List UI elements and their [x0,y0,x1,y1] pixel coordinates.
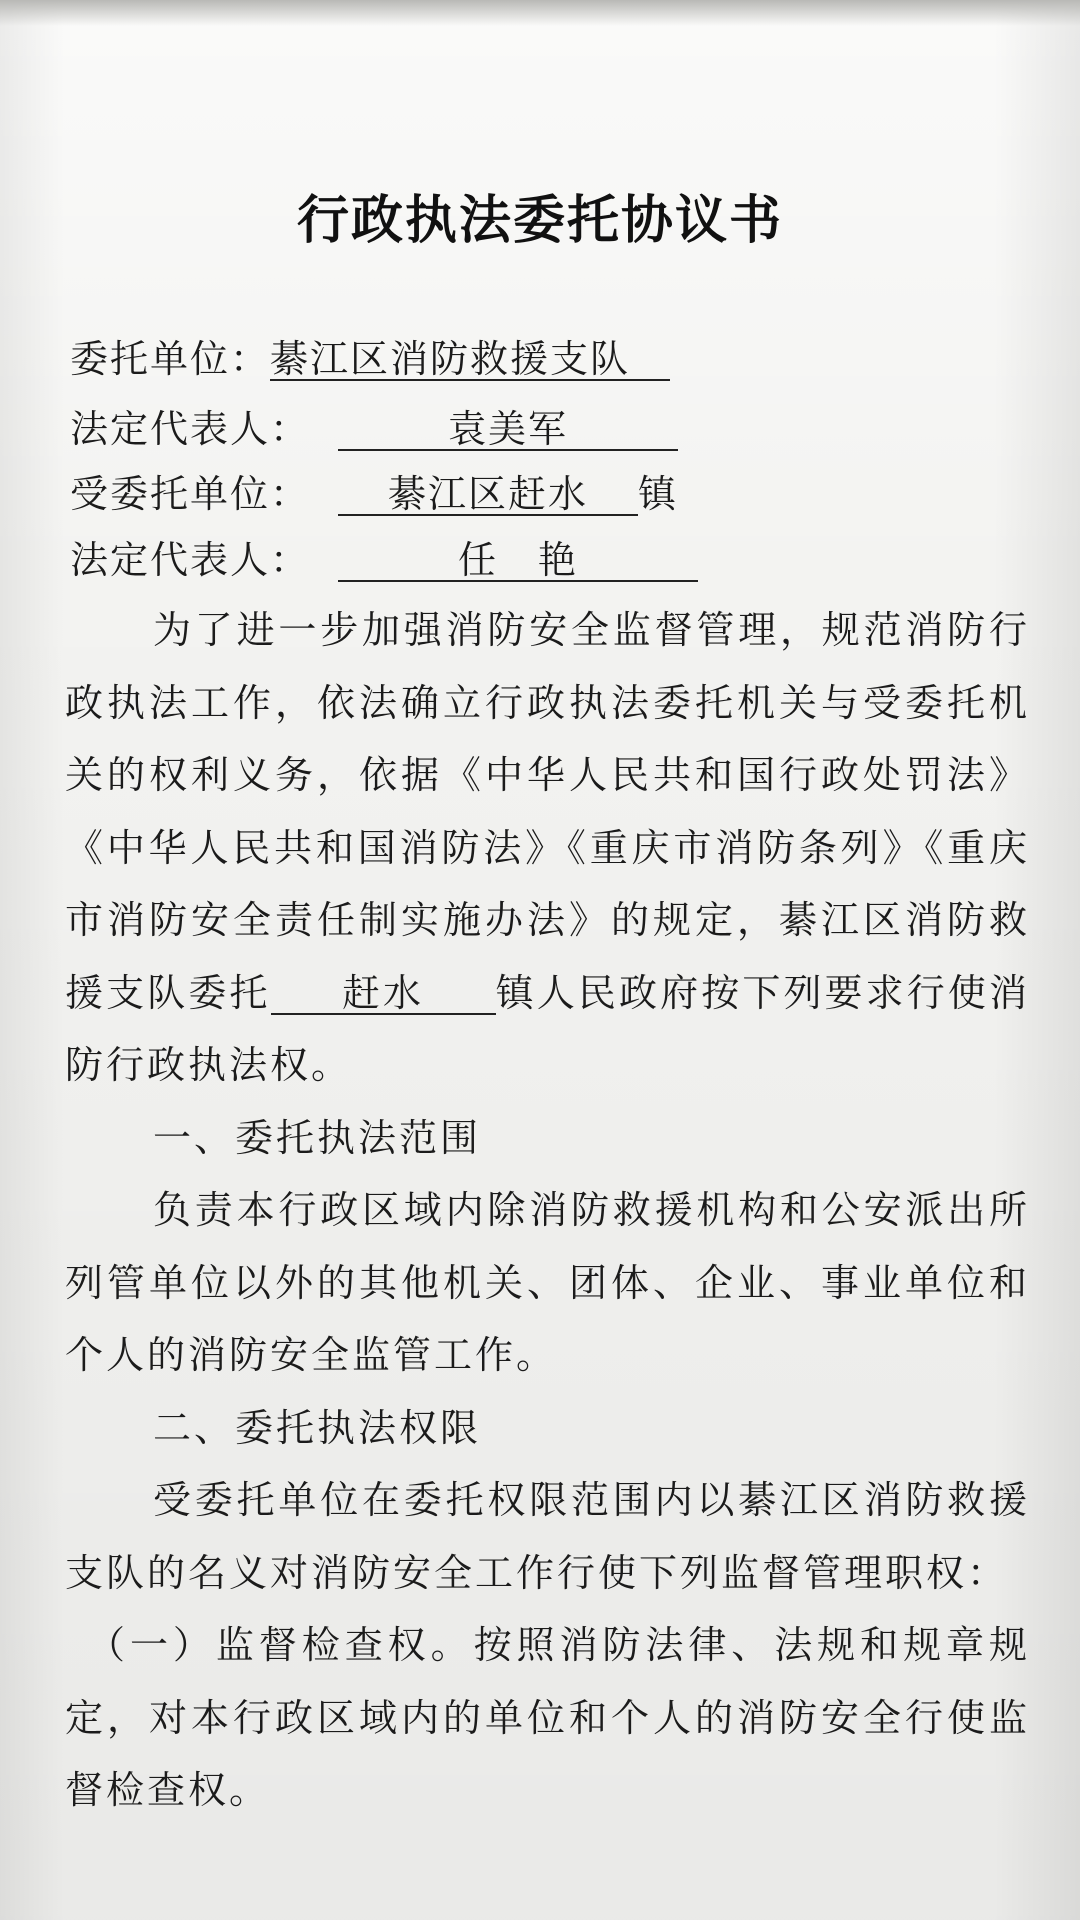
field-legal-rep-1 [70,405,678,453]
intro-text-end: 镇人民政府按下列要求行使消防行政执法权。 [65,970,1030,1087]
field-label: 受委托单位： [70,472,311,516]
intro-paragraph [65,594,1030,1102]
field-entrusted-unit [70,470,678,518]
field-label: 法定代表人： [70,407,311,451]
field-value: 綦江区赶水 [338,474,638,516]
section1-body: 负责本行政区域内除消防救援机构和公安派出所列管单位以外的其他机关、团体、企业、事业单位和个人的消防安全监管工作。 [65,1188,1030,1377]
field-legal-rep-2 [70,536,698,584]
item1-paragraph: （一）监督检查权。按照消防法律、法规和规章规定，对本行政区域内的单位和个人的消防安全行使监督检查权。 [65,1623,1030,1812]
field-suffix: 镇 [638,472,679,516]
field-value: 綦江区消防救援支队 [270,339,670,381]
field-entrusting-unit [70,335,670,383]
section2-body: 受委托单位在委托权限范围内以綦江区消防救援支队的名义对消防安全工作行使下列监督管理职权： [65,1478,1030,1595]
page-top-shadow [0,0,1080,26]
field-value: 任 艳 [338,540,698,582]
intro-text: 为了进一步加强消防安全监督管理，规范消防行政执法工作，依法确立行政执法委托机关与受委托机关的权利义务，依据《中华人民共和国行政处罚法》《中华人民共和国消防法》《重庆市消防条列》《重庆市消防安全责任制实施办法》的规定，綦江区消防救援支队委托 [65,608,1030,1015]
field-label: 委托单位： [70,337,271,381]
field-label: 法定代表人： [70,538,311,582]
section2-heading: 二、委托执法权限 [153,1405,482,1450]
section1-heading: 一、委托执法范围 [153,1115,482,1160]
field-value: 袁美军 [338,409,678,451]
document-title: 行政执法委托协议书 [296,190,783,251]
document-body [65,594,1030,1827]
intro-filled-town: 赶水 [271,973,496,1015]
